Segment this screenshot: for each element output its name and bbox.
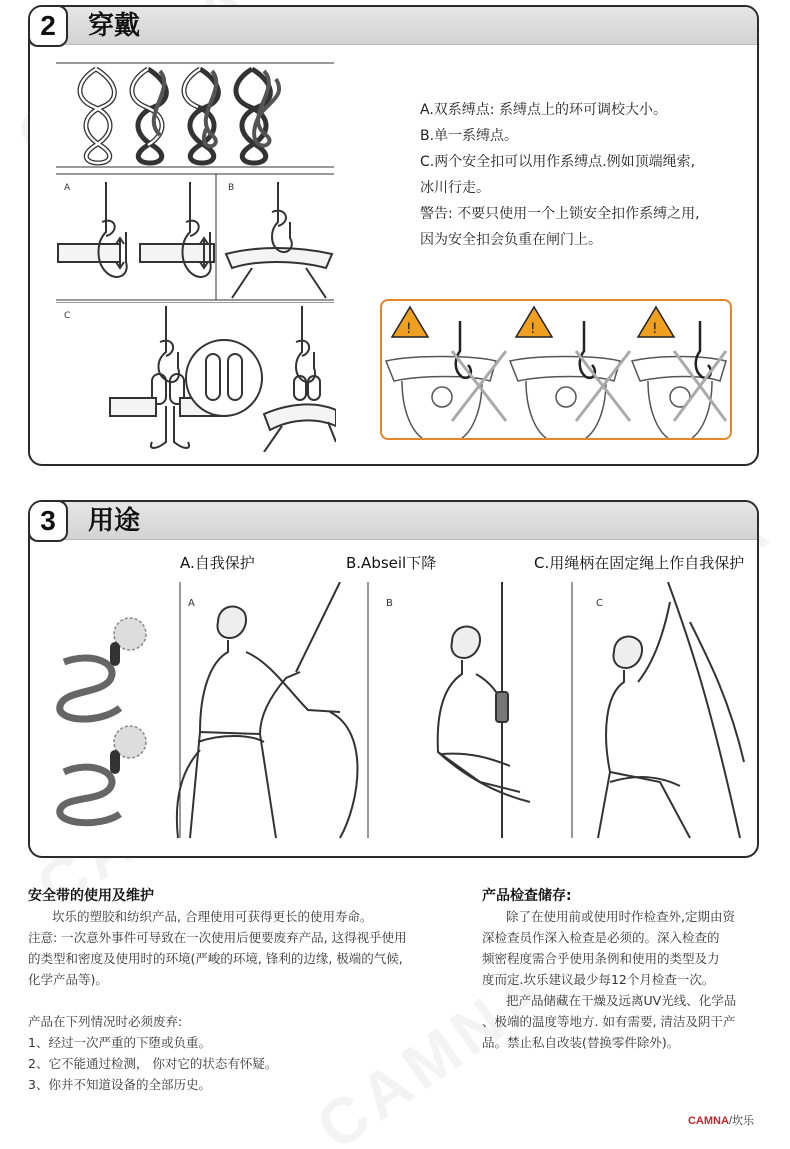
care-note-line: 的类型和密度及使用时的环境(严峻的环境, 锋利的边缘, 极端的气候, [28,951,403,966]
svg-text:!: ! [652,321,658,337]
instruction-line: 冰川行走。 [420,180,490,196]
care-title: 安全带的使用及维护 [28,888,154,904]
discard-item: 3、你并不知道设备的全部历史。 [28,1077,211,1092]
storage-line: 把产品储藏在干燥及远离UV光线、化学品 [506,993,737,1008]
care-note-line: 化学产品等)。 [28,972,108,987]
harness-tie-in-diagram [56,172,336,302]
inspection-line: 频密程度需合乎使用条例和使用的类型及力 [482,951,720,966]
svg-text:!: ! [406,321,412,337]
figure-eight-knot-diagram [56,59,336,171]
instruction-line: A.双系缚点: 系缚点上的环可调校大小。 [420,102,667,118]
discard-item: 1、经过一次严重的下堕或负重。 [28,1035,211,1050]
inspection-title: 产品检查储存: [482,888,572,904]
instruction-line: 警告: 不要只使用一个上锁安全扣作系缚之用, [420,206,700,222]
diagram-label-c: C [64,311,71,321]
care-paragraph: 坎乐的塑胶和纺织产品, 合理使用可获得更长的使用寿命。 [52,909,373,924]
instruction-line: C.两个安全扣可以用作系缚点.例如顶端绳索, [420,154,696,170]
section-number: 2 [28,5,68,47]
storage-line: 、极端的温度等地方. 如有需要, 清洁及阴干产 [482,1014,736,1029]
svg-text:!: ! [530,321,536,337]
usage-label-fixed-rope: C.用绳柄在固定绳上作自我保护 [534,554,745,572]
usage-illustrations [50,582,750,842]
usage-label-self-belay: A.自我保护 [180,554,255,572]
usage-diagram-label-a: A [188,598,195,609]
spacer [28,990,407,1011]
section-title: 穿戴 [88,11,141,41]
instruction-line: 因为安全扣会负重在闸门上。 [420,232,602,248]
incorrect-tie-in-illustrations [382,301,730,438]
diagram-label-a: A [64,183,71,193]
usage-label-abseil: B.Abseil下降 [346,554,437,572]
usage-diagram-label-b: B [386,598,393,609]
tie-in-instructions [420,97,700,253]
section-3-panel [28,500,759,858]
care-text [28,906,407,1095]
section-title: 用途 [88,506,141,536]
inspection-text [482,906,736,1053]
inspection-line: 除了在使用前或使用时作检查外,定期由资 [506,909,735,924]
instruction-line: B.单一系缚点。 [420,128,519,144]
usage-diagram-label-c: C [596,598,603,609]
discard-item: 2、它不能通过检测， 你对它的状态有怀疑。 [28,1056,278,1071]
carabiner-tie-in-diagram [56,302,336,452]
section-2-panel [28,5,759,466]
care-note-line: 注意: 一次意外事件可导致在一次使用后便要废弃产品, 这得视乎使用 [28,930,407,945]
section-number: 3 [28,500,68,542]
storage-line: 品。禁止私自改装(替换零件除外)。 [482,1035,680,1050]
inspection-line: 度而定.坎乐建议最少每12个月检查一次。 [482,972,715,987]
footer-brand-logo: CAMNA/坎乐 [687,1115,754,1127]
inspection-line: 深检查员作深入检查是必须的。深入检查的 [482,930,720,945]
discard-title: 产品在下列情况时必须废弃: [28,1014,183,1029]
warning-illustration-box [380,299,732,440]
diagram-label-b: B [228,183,235,193]
